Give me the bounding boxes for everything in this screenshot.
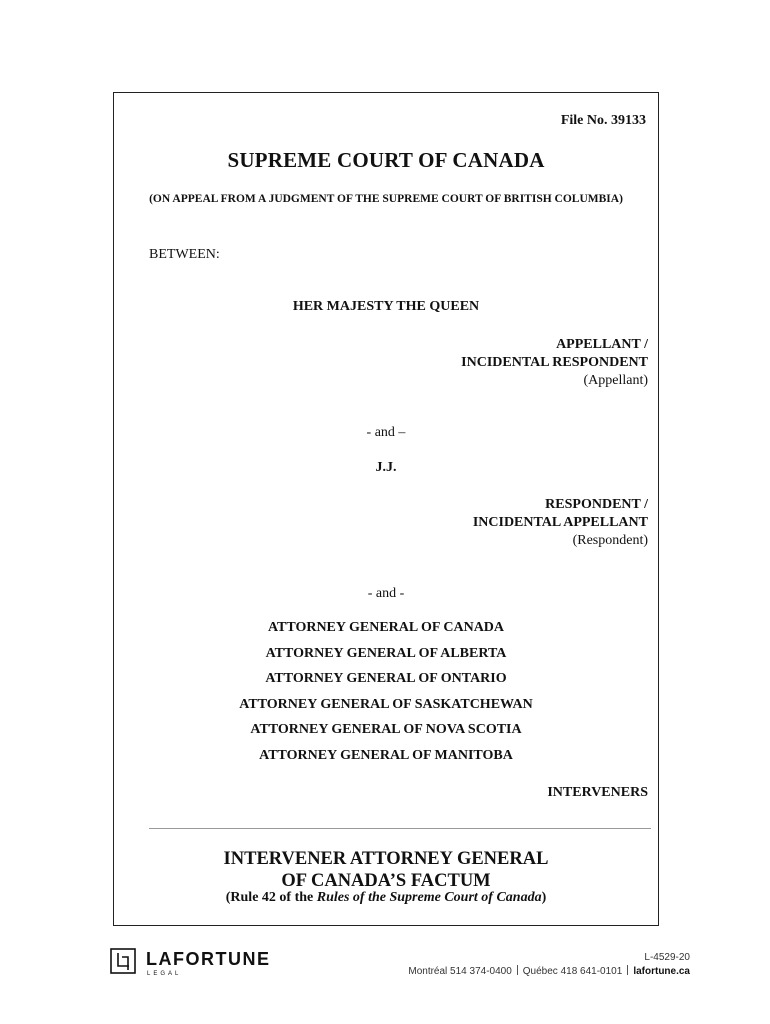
intervener-item: ATTORNEY GENERAL OF ONTARIO xyxy=(265,671,507,687)
rule-reference xyxy=(114,890,658,906)
appellant-role xyxy=(461,336,648,390)
respondent-role-below: (Respondent) xyxy=(572,533,648,548)
respondent-role xyxy=(473,496,648,550)
respondent-name: J.J. xyxy=(375,460,397,475)
interveners-label: INTERVENERS xyxy=(547,785,648,800)
montreal-contact: Montréal 514 374-0400 xyxy=(408,966,512,977)
separator xyxy=(517,965,518,975)
factum-title xyxy=(114,848,658,892)
appeal-note: (ON APPEAL FROM A JUDGMENT OF THE SUPREME COURT OF BRITISH COLUMBIA) xyxy=(149,193,623,205)
lafortune-logo-icon xyxy=(110,948,136,974)
rule-italic: Rules of the Supreme Court of Canada xyxy=(316,890,542,905)
appellant-role-below: (Appellant) xyxy=(583,373,648,388)
intervener-item: ATTORNEY GENERAL OF CANADA xyxy=(267,620,505,635)
and-separator-2: - and - xyxy=(367,586,405,601)
divider xyxy=(149,828,651,829)
rule-suffix: ) xyxy=(541,890,547,905)
between-label: BETWEEN: xyxy=(149,247,220,262)
logo-subtitle: LEGAL xyxy=(147,971,182,977)
file-number: File No. 39133 xyxy=(560,113,646,128)
interveners-list xyxy=(114,615,658,769)
document-code: L-4529-20 xyxy=(644,952,690,963)
quebec-contact: Québec 418 641-0101 xyxy=(522,966,623,977)
appellant-role-line2: INCIDENTAL RESPONDENT xyxy=(461,355,648,370)
intervener-item: ATTORNEY GENERAL OF NOVA SCOTIA xyxy=(250,722,522,738)
intervener-item: ATTORNEY GENERAL OF ALBERTA xyxy=(265,645,507,661)
factum-title-line2: OF CANADA’S FACTUM xyxy=(281,871,491,891)
factum-title-line1: INTERVENER ATTORNEY GENERAL xyxy=(223,849,549,869)
respondent-role-line2: INCIDENTAL APPELLANT xyxy=(472,515,648,530)
intervener-item: ATTORNEY GENERAL OF MANITOBA xyxy=(259,747,513,763)
separator xyxy=(627,965,628,975)
document-frame xyxy=(113,92,659,926)
intervener-item: ATTORNEY GENERAL OF SASKATCHEWAN xyxy=(239,696,533,712)
court-title: SUPREME COURT OF CANADA xyxy=(227,148,545,172)
rule-prefix: (Rule 42 of the xyxy=(225,890,317,905)
appellant-name: HER MAJESTY THE QUEEN xyxy=(292,299,480,314)
website-link[interactable]: lafortune.ca xyxy=(633,966,690,977)
footer-contacts xyxy=(408,965,690,977)
appellant-role-line1: APPELLANT / xyxy=(556,337,648,352)
and-separator-1: - and – xyxy=(366,425,406,440)
logo-wordmark: LAFORTUNE xyxy=(146,949,271,969)
respondent-role-line1: RESPONDENT / xyxy=(545,497,648,512)
